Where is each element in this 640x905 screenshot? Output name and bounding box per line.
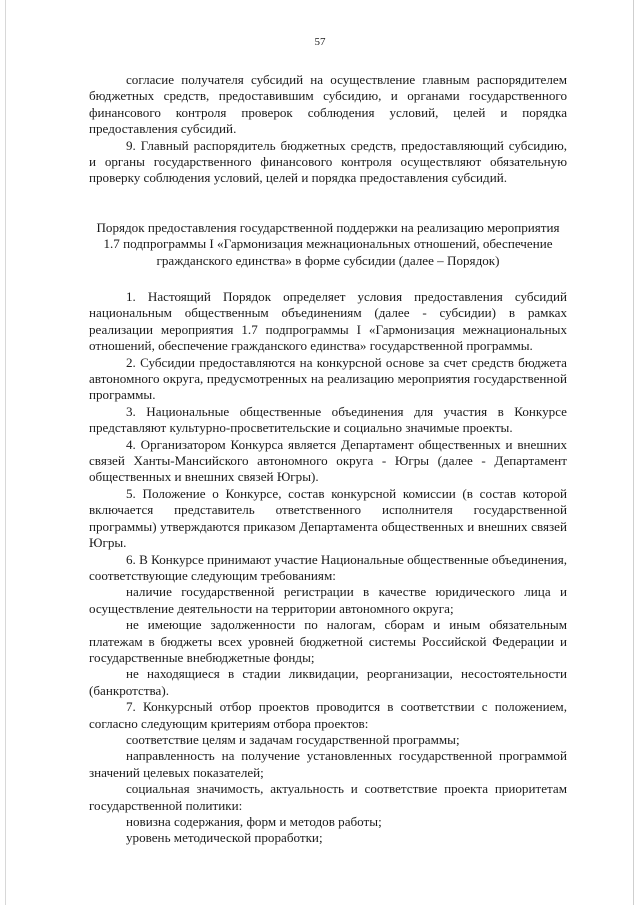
paragraph-5: 5. Положение о Конкурсе, состав конкурсной комиссии (в состав которой включается представитель ответственного исполнителя государственной программы) утверждаются приказом Департамента общественных и внешних связей Югры. xyxy=(89,485,567,551)
intro-section xyxy=(89,72,567,187)
order-body xyxy=(89,289,567,847)
scan-edge-left xyxy=(5,0,6,905)
intro-paragraph-continuation: согласие получателя субсидий на осуществление главным распорядителем бюджетных средств, предоставившим субсидию, и органами государственного финансового контроля проверок соблюдения условий, целей и порядка предоставления субсидий. xyxy=(89,72,567,137)
criterion-social-significance: социальная значимость, актуальность и соответствие проекта приоритетам государственной политики: xyxy=(89,781,567,813)
paragraph-7: 7. Конкурсный отбор проектов проводится в соответствии с положением, согласно следующим критериям отбора проектов: xyxy=(89,699,567,731)
paragraph-1: 1. Настоящий Порядок определяет условия предоставления субсидий национальным общественным объединениям (далее - субсидии) в рамках реализации мероприятия 1.7 подпрограммы I «Гармонизация межнациональных отношений, обеспечение гражданского единства» государственной программы. xyxy=(89,289,567,354)
paragraph-3: 3. Национальные общественные объединения для участия в Конкурсе представляют культурно-просветительские и социально значимые проекты. xyxy=(89,403,567,436)
requirement-no-debts: не имеющие задолженности по налогам, сборам и иным обязательным платежам в бюджеты всех уровней бюджетной системы Российской Федерации и государственные внебюджетные фонды; xyxy=(89,617,567,665)
paragraph-2: 2. Субсидии предоставляются на конкурсной основе за счет средств бюджета автономного округа, предусмотренных на реализацию мероприятия государственной программы. xyxy=(89,354,567,403)
criterion-goals: соответствие целям и задачам государственной программы; xyxy=(126,731,460,747)
criterion-methodology: уровень методической проработки; xyxy=(126,830,323,846)
paragraph-6: 6. В Конкурсе принимают участие Национальные общественные объединения, соответствующие следующим требованиям: xyxy=(89,551,567,583)
requirement-no-liquidation: не находящиеся в стадии ликвидации, реорганизации, несостоятельности (банкротства). xyxy=(89,666,567,698)
paragraph-4: 4. Организатором Конкурса является Департамент общественных и внешних связей Ханты-Мансийского автономного округа - Югры (далее - Департамент общественных и внешних связей Югры). xyxy=(89,436,567,485)
criterion-targets: направленность на получение установленных государственной программой значений целевых показателей; xyxy=(89,748,567,780)
page-number: 57 xyxy=(314,36,326,48)
scan-edge-right xyxy=(633,0,634,905)
section-heading: Порядок предоставления государственной поддержки на реализацию мероприятия 1.7 подпрограммы I «Гармонизация межнациональных отношений, обеспечение гражданского единства» в форме субсидии (далее – Порядок) xyxy=(96,220,560,268)
criterion-novelty: новизна содержания, форм и методов работы; xyxy=(126,814,382,829)
requirement-registration: наличие государственной регистрации в качестве юридического лица и осуществление деятельности на территории автономного округа; xyxy=(89,584,567,616)
intro-paragraph-9: 9. Главный распорядитель бюджетных средств, предоставляющий субсидию, и органы государственного финансового контроля осуществляют обязательную проверку соблюдения условий, целей и порядка предоставления субсидий. xyxy=(89,137,567,186)
